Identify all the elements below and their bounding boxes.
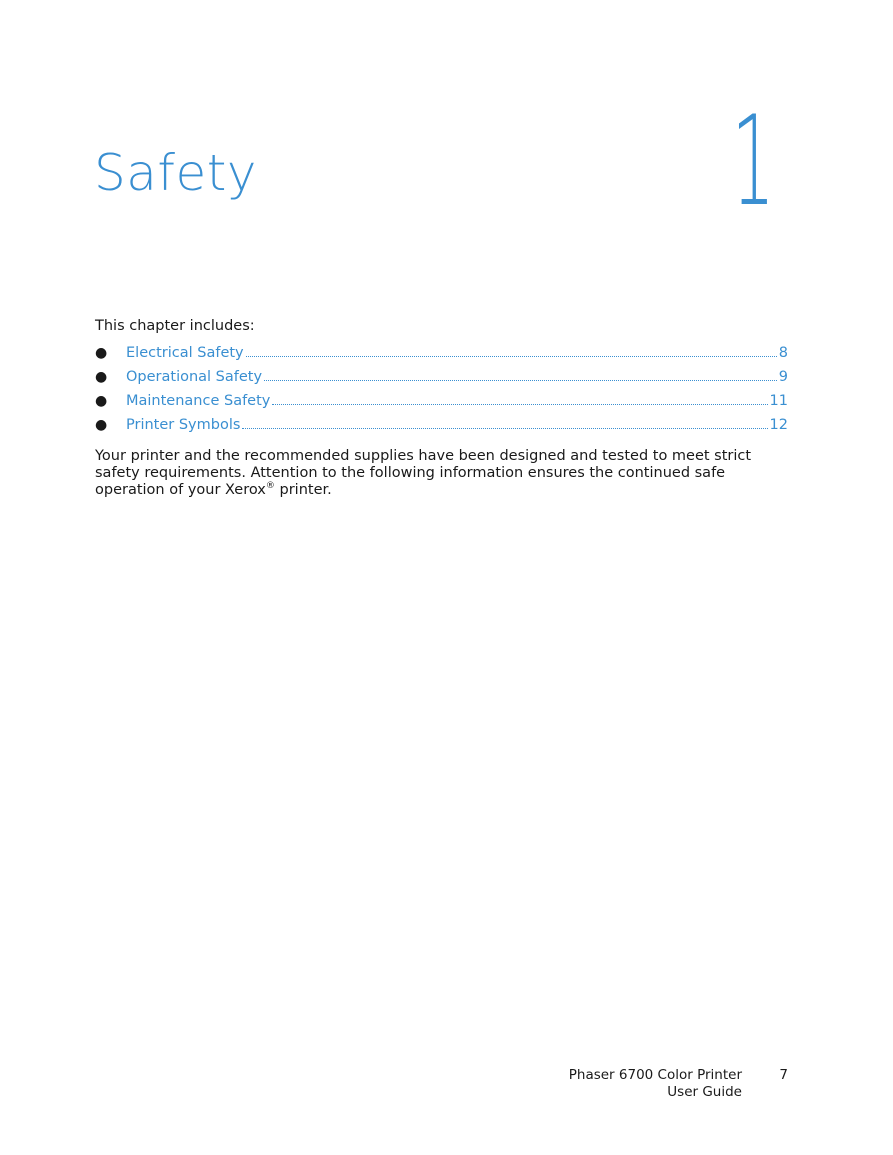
toc-item-printer-symbols (95, 413, 788, 437)
body-paragraph (95, 448, 775, 499)
chapter-title: Safety (94, 144, 257, 202)
toc-item-maintenance-safety (95, 389, 788, 413)
bullet-icon: ● (95, 393, 108, 409)
footer-page-number: 7 (779, 1067, 788, 1083)
dot-leader (242, 428, 767, 429)
bullet-icon: ● (95, 369, 108, 385)
footer-product-name: Phaser 6700 Color Printer (568, 1067, 742, 1083)
toc-link-printer-symbols[interactable] (126, 417, 788, 433)
bullet-icon: ● (95, 345, 108, 361)
toc-link-operational-safety[interactable] (126, 369, 788, 385)
toc-item-electrical-safety (95, 341, 788, 365)
registered-mark: ® (265, 481, 275, 491)
toc-label: Maintenance Safety (126, 393, 271, 409)
dot-leader (246, 356, 777, 357)
toc-page-number: 11 (769, 393, 788, 409)
body-text-end: printer. (274, 482, 332, 498)
toc-label: Operational Safety (126, 369, 263, 385)
page-footer (540, 1067, 788, 1107)
toc-page-number: 8 (778, 345, 788, 361)
toc-label: Electrical Safety (126, 345, 244, 361)
toc-link-maintenance-safety[interactable] (126, 393, 788, 409)
body-text: Your printer and the recommended supplies have been designed and tested to meet strict safety requirements. Attention to the following information ensures the continued safe operation of your Xerox (95, 448, 752, 498)
toc-label: Printer Symbols (126, 417, 241, 433)
footer-product (569, 1067, 742, 1101)
dot-leader (264, 380, 777, 381)
toc-link-electrical-safety[interactable] (126, 345, 788, 361)
footer-guide-name: User Guide (667, 1084, 742, 1100)
chapter-number: 1 (731, 90, 775, 234)
toc-list (95, 341, 788, 437)
toc-page-number: 9 (778, 369, 788, 385)
bullet-icon: ● (95, 417, 108, 433)
toc-item-operational-safety (95, 365, 788, 389)
dot-leader (272, 404, 767, 405)
toc-page-number: 12 (769, 417, 788, 433)
intro-text: This chapter includes: (95, 318, 255, 334)
